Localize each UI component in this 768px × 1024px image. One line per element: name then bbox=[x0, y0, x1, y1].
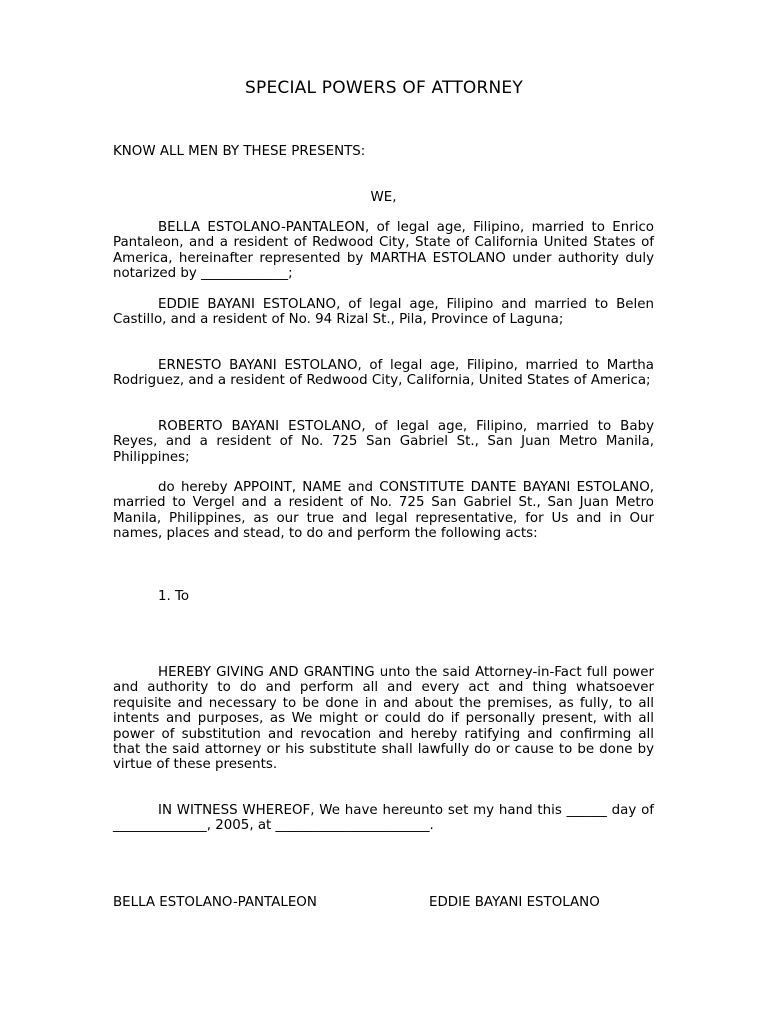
witness-paragraph: IN WITNESS WHEREOF, We have hereunto set my hand this ______ day of ______________, 2005, at _______________________. bbox=[113, 803, 654, 834]
appointment-paragraph: do hereby APPOINT, NAME and CONSTITUTE DANTE BAYANI ESTOLANO, married to Vergel and a resident of No. 725 San Gabriel St., San Juan Metro Manila, Philippines, as our true and legal representative, for Us and in Our names, places and stead, to do and perform the following acts: bbox=[113, 480, 654, 542]
act-item-1: 1. To bbox=[158, 589, 190, 604]
signatory-bella: BELLA ESTOLANO-PANTALEON bbox=[113, 895, 317, 910]
we-line: WE, bbox=[370, 190, 397, 205]
principal-paragraph-bella: BELLA ESTOLANO-PANTALEON, of legal age, Filipino, married to Enrico Pantaleon, and a resident of Redwood City, State of California United States of America, hereinafter represented by MARTHA ESTOLANO under authority duly notarized by _____________; bbox=[113, 220, 654, 282]
opening-line: KNOW ALL MEN BY THESE PRESENTS: bbox=[113, 144, 366, 159]
principal-paragraph-roberto: ROBERTO BAYANI ESTOLANO, of legal age, Filipino, married to Baby Reyes, and a resident of No. 725 San Gabriel St., San Juan Metro Manila, Philippines; bbox=[113, 419, 654, 465]
principal-paragraph-eddie: EDDIE BAYANI ESTOLANO, of legal age, Filipino and married to Belen Castillo, and a resident of No. 94 Rizal St., Pila, Province of Laguna; bbox=[113, 297, 654, 328]
document-title: SPECIAL POWERS OF ATTORNEY bbox=[245, 78, 523, 98]
signatory-eddie: EDDIE BAYANI ESTOLANO bbox=[429, 895, 600, 910]
principal-paragraph-ernesto: ERNESTO BAYANI ESTOLANO, of legal age, Filipino, married to Martha Rodriguez, and a resident of Redwood City, California, United States of America; bbox=[113, 358, 654, 389]
granting-paragraph: HEREBY GIVING AND GRANTING unto the said Attorney-in-Fact full power and authority to do and perform all and every act and thing whatsoever requisite and necessary to be done in and about the premises, as fully, to all intents and purposes, as We might or could do if personally present, with all power of substitution and revocation and hereby ratifying and confirming all that the said attorney or his substitute shall lawfully do or cause to be done by virtue of these presents. bbox=[113, 665, 654, 773]
